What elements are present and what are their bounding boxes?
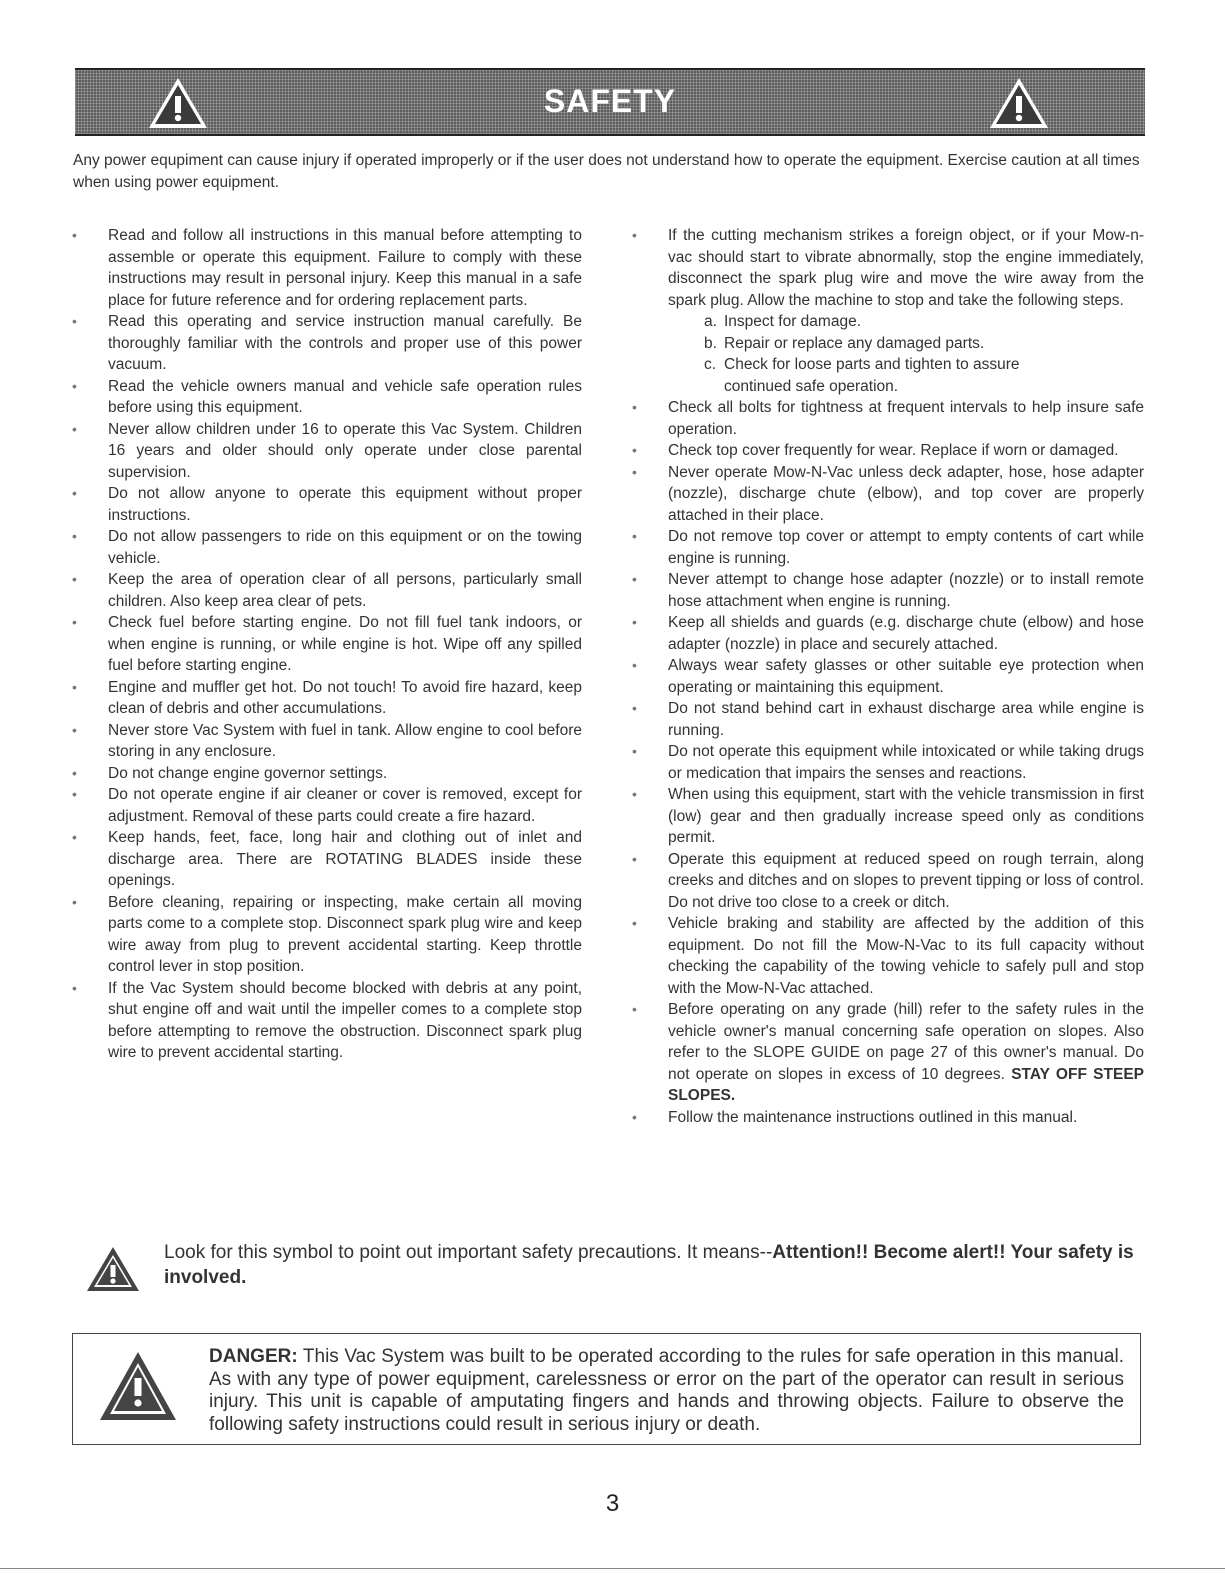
list-item: • Operate this equipment at reduced speed on rough terrain, along creeks and ditches and on slopes to prevent tipping or loss of control. Do not drive too close to a creek or ditch.	[632, 849, 1144, 914]
step-item	[704, 333, 1144, 355]
list-item: • Always wear safety glasses or other suitable eye protection when operating or maintaining this equipment.	[632, 655, 1144, 698]
list-item: • Do not operate this equipment while intoxicated or while taking drugs or medication that impairs the senses and reactions.	[632, 741, 1144, 784]
step-text: Check for loose parts and tighten to assure	[724, 356, 1020, 373]
list-item-foreign-object	[632, 225, 1144, 397]
list-item: • Never allow children under 16 to operate this Vac System. Children 16 years and older should only operate under close parental supervision.	[72, 419, 582, 484]
list-item: • Do not remove top cover or attempt to empty contents of cart while engine is running.	[632, 526, 1144, 569]
list-item: • Do not allow anyone to operate this equipment without proper instructions.	[72, 483, 582, 526]
symbol-note	[82, 1240, 1157, 1292]
step-text: Repair or replace any damaged parts.	[724, 334, 985, 352]
safety-banner	[75, 68, 1145, 136]
list-item: • Do not change engine governor settings.	[72, 763, 582, 785]
list-item: • Never attempt to change hose adapter (nozzle) or to install remote hose attachment when engine is running.	[632, 569, 1144, 612]
list-item: • Check top cover frequently for wear. Replace if worn or damaged.	[632, 440, 1144, 462]
page-number: 3	[605, 1490, 620, 1517]
list-item-slopes	[632, 999, 1144, 1107]
step-letter: c.	[704, 356, 717, 373]
bottom-rule	[0, 1568, 1225, 1569]
list-item: • Do not allow passengers to ride on this equipment or on the towing vehicle.	[72, 526, 582, 569]
list-item: • Read the vehicle owners manual and vehicle safe operation rules before using this equipment.	[72, 376, 582, 419]
danger-box	[72, 1333, 1141, 1445]
list-item-text: If the cutting mechanism strikes a foreign object, or if your Mow-n-vac should start to vibrate abnormally, stop the engine immediately, disconnect the spark plug wire and move the wire away from the spark plug. Allow the machine to stop and take the following steps.	[668, 227, 1144, 309]
list-item: • If the Vac System should become blocked with debris at any point, shut engine off and wait until the impeller comes to a complete stop before attempting to remove the obstruction. Disconnect spark plug wire to prevent accidental starting.	[72, 978, 582, 1064]
symbol-note-lead: Look for this symbol to point out important safety precautions. It means--	[164, 1242, 773, 1263]
list-item: • Engine and muffler get hot. Do not touch! To avoid fire hazard, keep clean of debris and other accumulations.	[72, 677, 582, 720]
warning-triangle-icon	[99, 1351, 177, 1421]
list-item: • Follow the maintenance instructions outlined in this manual.	[632, 1107, 1144, 1129]
step-item	[704, 354, 1144, 397]
list-item: • Read and follow all instructions in this manual before attempting to assemble or operate this equipment. Failure to comply with these instructions may result in personal injury. Keep this manual in a safe place for future reference and for ordering replacement parts.	[72, 225, 582, 311]
slope-warning: STAY OFF STEEP SLOPES.	[668, 1065, 1144, 1104]
symbol-note-emphasis: Attention!! Become alert!! Your safety is involved.	[164, 1242, 1134, 1288]
danger-text	[209, 1346, 1124, 1436]
list-item: • Do not stand behind cart in exhaust discharge area while engine is running.	[632, 698, 1144, 741]
step-letter: b.	[704, 334, 717, 352]
list-item: • Do not operate engine if air cleaner or cover is removed, except for adjustment. Removal of these parts could create a fire hazard.	[72, 784, 582, 827]
inspection-steps	[668, 311, 1144, 397]
step-continuation: continued safe operation.	[724, 377, 899, 395]
list-item: • Never store Vac System with fuel in tank. Allow engine to cool before storing in any enclosure.	[72, 720, 582, 763]
list-item: • When using this equipment, start with the vehicle transmission in first (low) gear and then gradually increase speed only as conditions permit.	[632, 784, 1144, 849]
list-item: • Keep hands, feet, face, long hair and clothing out of inlet and discharge area. There are ROTATING BLADES inside these openings.	[72, 827, 582, 892]
danger-label: DANGER:	[209, 1346, 298, 1367]
danger-message: This Vac System was built to be operated according to the rules for safe operation in this manual. As with any type of power equipment, carelessness or error on the part of the operator can result in serious injury. This unit is capable of amputating fingers and hands and throwing objects. Failure to observe the following safety instructions could result in serious injury or death.	[209, 1346, 1124, 1435]
banner-title: SAFETY	[543, 83, 677, 119]
symbol-note-text	[164, 1240, 1144, 1290]
step-item	[704, 311, 1144, 333]
safety-list-right	[632, 225, 1144, 1128]
list-item: • Never operate Mow-N-Vac unless deck adapter, hose, hose adapter (nozzle), discharge chute (elbow), and top cover are properly attached in their place.	[632, 462, 1144, 527]
list-item: • Check fuel before starting engine. Do not fill fuel tank indoors, or when engine is running, or while engine is hot. Wipe off any spilled fuel before starting engine.	[72, 612, 582, 677]
warning-triangle-icon	[86, 1246, 140, 1292]
safety-list-left	[72, 225, 582, 1064]
list-item: • Keep the area of operation clear of all persons, particularly small children. Also keep area clear of pets.	[72, 569, 582, 612]
list-item: • Keep all shields and guards (e.g. discharge chute (elbow) and hose adapter (nozzle) in place and securely attached.	[632, 612, 1144, 655]
list-item: • Vehicle braking and stability are affected by the addition of this equipment. Do not fill the Mow-N-Vac to its full capacity without checking the capability of the towing vehicle to safely pull and stop with the Mow-N-Vac attached.	[632, 913, 1144, 999]
step-text: Inspect for damage.	[724, 313, 861, 330]
intro-paragraph: Any power equpiment can cause injury if operated improperly or if the user does not understand how to operate the equipment. Exercise caution at all times when using power equipment.	[73, 152, 1140, 191]
list-item: • Read this operating and service instruction manual carefully. Be thoroughly familiar with the controls and proper use of this power vacuum.	[72, 311, 582, 376]
list-item-text: Before operating on any grade (hill) refer to the safety rules in the vehicle owner's manual concerning safe operation on slopes. Also refer to the SLOPE GUIDE on page 27 of this owner's manual. Do not operate on slopes in excess of 10 degrees.	[668, 1001, 1144, 1083]
list-item: • Check all bolts for tightness at frequent intervals to help insure safe operation.	[632, 397, 1144, 440]
list-item: • Before cleaning, repairing or inspecting, make certain all moving parts come to a complete stop. Disconnect spark plug wire and keep wire away from plug to prevent accidental starting. Keep throttle control lever in stop position.	[72, 892, 582, 978]
step-letter: a.	[704, 313, 717, 330]
warning-triangle-icon	[988, 76, 1050, 130]
